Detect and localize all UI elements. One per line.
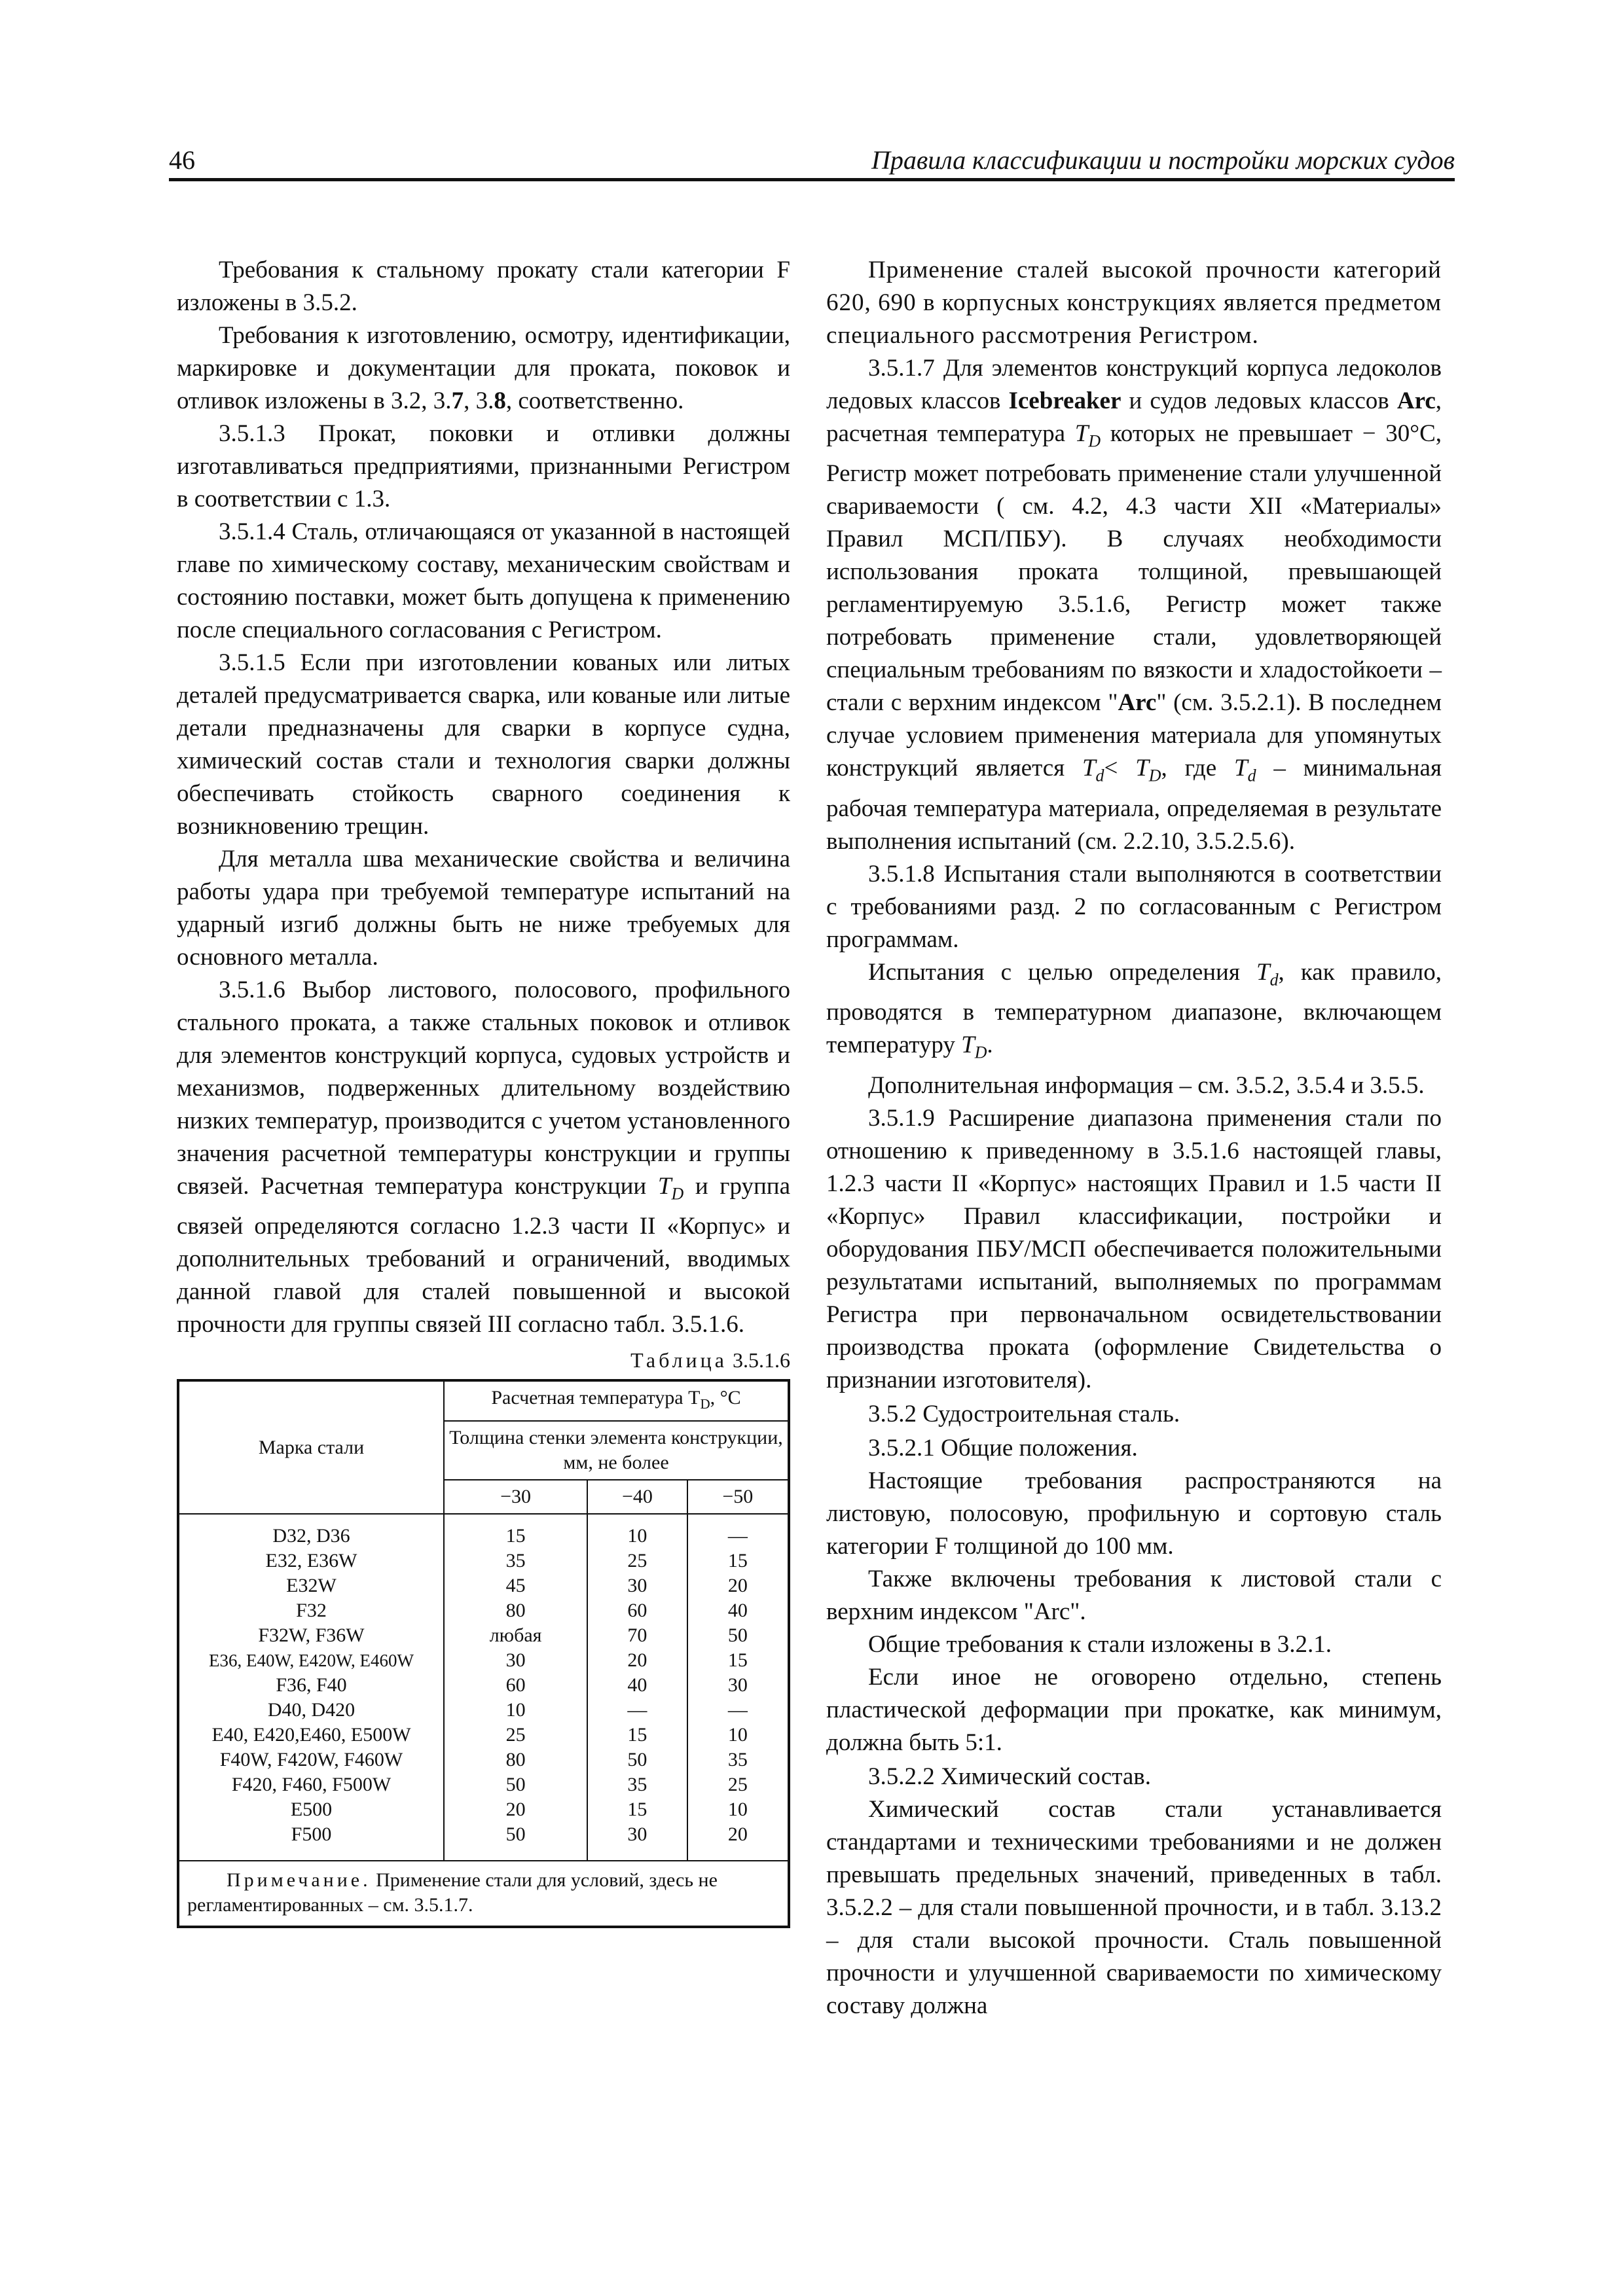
steel-temperature-table [177, 1379, 790, 1928]
section-3-5-1-5: 3.5.1.5 Если при изготовлении кованых или литых деталей предусматривается сварка, или кованые или литые детали предназначены для сварки в корпусе судна, химический состав стали и технология сварки должны обеспечивать стойкость сварного соединения к возникновению трещин. [177, 649, 790, 840]
section-number: 3.5.1.9 [868, 1104, 935, 1132]
table-row: F500 50 30 20 [178, 1822, 789, 1861]
table-row: F36, F40 60 40 30 [178, 1673, 789, 1698]
paragraph-general-requirements: Общие требования к стали изложены в 3.2.1. [868, 1630, 1332, 1658]
table-row: F32 80 60 40 [178, 1598, 789, 1623]
table-row: E32, E36W 35 25 15 [178, 1549, 789, 1573]
running-title: Правила классификации и постройки морских судов [871, 145, 1455, 175]
section-3-5-2-heading: 3.5.2 Судостроительная сталь. [868, 1400, 1180, 1427]
table-row: E500 20 15 10 [178, 1797, 789, 1822]
section-3-5-1-4: 3.5.1.4 Сталь, отличающаяся от указанной в настоящей главе по химическому составу, механическим свойствам и состоянию поставки, может быть допущена к применению после специального согласования с Регистром. [177, 518, 790, 643]
section-3-5-1-6: 3.5.1.6 Выбор листового, полосового, профильного стального проката, а также стальных поковок и отливок для элементов конструкций корпуса, судовых устройств и механизмов, подверженных длительному воздействию низких температур, производится с учетом установленного значения расчетной температуры конструкции и группы связей. Расчетная температура конструкции $T_D$ и группа связей определяются согласно 1.2.3 части II «Корпус» и дополнительных требований и ограничений, вводимых данной главой для сталей повышенной и высокой прочности для группы связей III согласно табл. 3.5.1.6. [177, 977, 790, 1338]
column-header-thickness: Толщина стенки элемента конструкции, мм, не более [444, 1421, 789, 1480]
column-header-design-temp: Расчетная температура $T_D$, °C [444, 1380, 789, 1421]
section-3-5-1-8: 3.5.1.8 Испытания стали выполняются в соответствии с требованиями разд. 2 по согласованным с Регистром программам. [826, 860, 1442, 953]
column-header-temp: −50 [687, 1480, 789, 1514]
paragraph-test-range: Испытания с целью определения $T_d$, как правило, проводятся в температурном диапазоне, включающем температуру $T_D$. [826, 958, 1442, 1062]
page-number: 46 [169, 145, 195, 175]
paragraph-chemical-composition: Химический состав стали устанавливается стандартами и техническими требованиями и не должен превышать предельных значений, приведенных в табл. 3.5.2.2 – для стали повышенной прочности, и в табл. 3.13.2 – для стали высокой прочности. Сталь повышенной прочности и улучшенной свариваемости по химическому составу должна [826, 1795, 1442, 2019]
header-rule [169, 178, 1455, 181]
paragraph-weld-metal: Для металла шва механические свойства и величина работы удара при требуемой температуре испытаний на ударный изгиб должны быть не ниже требуемых для основного металла. [177, 846, 790, 971]
section-number: 3.5.1.4 [219, 518, 285, 545]
paragraph-category-f: Требования к стальному прокату стали категории F изложены в 3.5.2. [177, 257, 790, 316]
section-3-5-1-3: 3.5.1.3 Прокат, поковки и отливки должны изготавливаться предприятиями, признанными Регистром в соответствии с 1.3. [177, 420, 790, 512]
table-note: Примечание. Применение стали для условий, здесь не регламентированных – см. 3.5.1.7. [178, 1861, 789, 1927]
section-number: 3.5.1.7 [868, 355, 935, 382]
table-caption: Таблица 3.5.1.6 [630, 1348, 790, 1372]
column-header-temp: −30 [444, 1480, 587, 1514]
table-row: D32, D36 15 10 — [178, 1514, 789, 1549]
section-number: 3.5.1.3 [219, 420, 285, 447]
paragraph-more-info: Дополнительная информация – см. 3.5.2, 3.5.4 и 3.5.5. [868, 1071, 1425, 1099]
page-header [169, 143, 1455, 179]
paragraph-deformation: Если иное не оговорено отдельно, степень пластической деформации при прокатке, как минимум, должна быть 5:1. [826, 1663, 1442, 1756]
section-3-5-1-9: 3.5.1.9 Расширение диапазона применения стали по отношению к приведенному в 3.5.1.6 настоящей главы, 1.2.3 части II «Корпус» настоящих Правил и 1.5 части II «Корпус» Правил классификации, постройки и оборудования ПБУ/МСП обеспечивается положительными результатами испытаний, выполняемых по программам Регистра при первоначальном освидетельствовании производства проката (оформление Свидетельства о признании изготовителя). [826, 1104, 1442, 1393]
paragraph-high-strength: Применение сталей высокой прочности категорий 620, 690 в корпусных конструкциях является предметом специального рассмотрения Регистром. [826, 257, 1442, 349]
section-3-5-1-7: 3.5.1.7 Для элементов конструкций корпуса ледоколов ледовых классов Icebreaker и судов ледовых классов Arc, расчетная температура $T_D$ которых не превышает − 30°С, Регистр может потребовать применение стали улучшенной свариваемости ( см. 4.2, 4.3 части XII «Материалы» Правил МСП/ПБУ). В случаях необходимости использования проката толщиной, превышающей регламентируемую 3.5.1.6, Регистр может также потребовать применение стали, удовлетворяющей специальным требованиям по вязкости и хладостойкоети – стали с верхним индексом "Arc" (см. 3.5.2.1). В последнем случае условием применения материала для упомянутых конструкций является $T_d< T_D$, где $T_d$ – минимальная рабочая температура материала, определяемая в результате выполнения испытаний (см. 2.2.10, 3.5.2.5.6). [826, 355, 1442, 855]
column-header-grade: Марка стали [178, 1380, 444, 1514]
table-row: E36, E40W, E420W, E460W 30 20 15 [178, 1648, 789, 1673]
table-row: E40, E420,E460, E500W 25 15 10 [178, 1723, 789, 1748]
paragraph-scope: Настоящие требования распространяются на листовую, полосовую, профильную и сортовую сталь категории F толщиной до 100 мм. [826, 1467, 1442, 1560]
right-column [826, 254, 1442, 2022]
table-row: F420, F460, F500W 50 35 25 [178, 1772, 789, 1797]
table-row: E32W 45 30 20 [178, 1573, 789, 1598]
section-3-5-2-2-heading: 3.5.2.2 Химический состав. [868, 1763, 1151, 1790]
table-row: D40, D420 10 — — [178, 1698, 789, 1723]
paragraph-manufacturing-requirements: Требования к изготовлению, осмотру, идентификации, маркировке и документации для проката, поковок и отливок изложены в 3.2, 3.7, 3.8, соответственно. [177, 322, 790, 414]
section-number: 3.5.1.6 [219, 977, 285, 1003]
section-3-5-2-1-heading: 3.5.2.1 Общие положения. [868, 1434, 1138, 1462]
left-column [177, 254, 790, 1928]
section-number: 3.5.1.8 [868, 860, 935, 888]
section-number: 3.5.1.5 [219, 649, 285, 676]
table-note-row [178, 1861, 789, 1927]
paragraph-arc-plate: Также включены требования к листовой стали с верхним индексом "Arc". [826, 1565, 1442, 1625]
column-header-temp: −40 [587, 1480, 687, 1514]
table-row: F32W, F36W любая 70 50 [178, 1623, 789, 1648]
table-row: F40W, F420W, F460W 80 50 35 [178, 1748, 789, 1772]
